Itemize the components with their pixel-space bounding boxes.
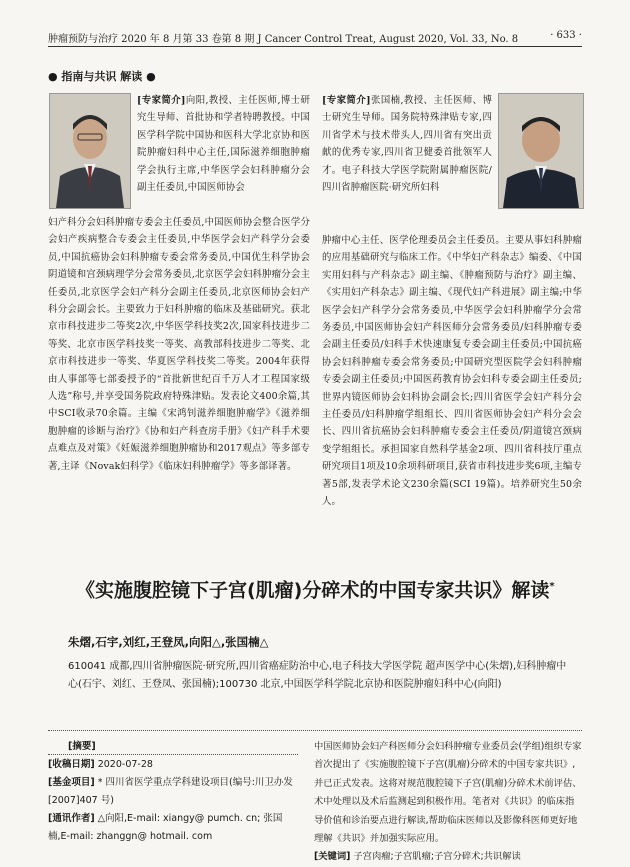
meta-divider [48, 754, 298, 755]
bio-left-intro [137, 92, 310, 196]
page-number: · 633 · [550, 30, 582, 41]
received-value: 2020-07-28 [97, 759, 153, 770]
bio-right-intro [322, 92, 492, 196]
corr-label: [通讯作者] [48, 813, 95, 824]
bio-right-intro-text: 张国楠,教授、主任医师、博士研究生导师。国务院特殊津贴专家,四川省学术与技术带头人,四川省有突出贡献的优秀专家,四川省卫健委首批领军人才。电子科技大学医学院附属肿瘤医院/四川省肿瘤医院·研究所妇科 [322, 95, 492, 194]
corr-value: △向阳,E-mail: xiangy@ pumch. cn; 张国楠,E-mail: zhanggn@ hotmail. com [48, 813, 283, 842]
fund-row [48, 774, 298, 810]
article-title [76, 572, 566, 605]
portrait-image-icon [499, 94, 583, 208]
bio-left-intro-text: 向阳,教授、主任医师,博士研究生导师、首批协和学者特聘教授。中国医学科学院中国协和医科大学北京协和医院肿瘤妇科中心主任,国际滋养细胞肿瘤学会执行主席,中华医学会妇科肿瘤分会副主任委员,中国医师协会 [137, 95, 311, 194]
section-label: ● 指南与共识 解读 ● [48, 70, 156, 83]
divider-dotted [48, 730, 582, 731]
header-rule [48, 46, 582, 47]
bio-right-body-text: 肿瘤中心主任、医学伦理委员会主任委员。主要从事妇科肿瘤的应用基础研究与临床工作。《中华妇产科杂志》编委、《中国实用妇科与产科杂志》副主编、《肿瘤预防与治疗》副主编、《实用妇产科杂志》副主编、《现代妇产科进展》副主编;中华医学会妇产科学分会常务委员,中华医学会妇科肿瘤学分会常务委员,中国医师协会妇产科医师分会常务委员/妇科肿瘤专委会副主任委员/妇科手术快速康复专委会副主任委员;中国抗癌协会妇科肿瘤专委会常务委员;中国研究型医院学会妇科肿瘤专委会副主任委员;中国医药教育协会妇科专委会副主任委员;世界内镜医师协会妇科协会副会长;四川省医学会妇产科分会主任委员/妇科肿瘤学组组长、四川省医师协会妇产科分会会长、四川省抗癌协会妇科肿瘤专委会主任委员/阴道镜宫颈病变学组组长。承担国家自然科学基金2项、四川省科技厅重点研究项目1项及10余项科研项目,获省市科技进步奖6项,主编专著5部,发表学术论文230余篇(SCI 19篇)。培养研究生50余人。 [322, 235, 582, 508]
affiliation: 610041 成都,四川省肿瘤医院·研究所,四川省癌症防治中心,电子科技大学医学院 超声医学中心(朱熠),妇科肿瘤中心(石宇、刘红、王登凤、张国楠);100730 北京,中国医学科学院北京协和医院肿瘤妇科中心(向阳) [68, 661, 567, 690]
article-title-text: 《实施腹腔镜下子宫(肌瘤)分碎术的中国专家共识》解读 [76, 579, 550, 602]
author-list: 朱熠,石宇,刘红,王登凤,向阳△,张国楠△ [68, 635, 269, 649]
received-label: [收稿日期] [48, 759, 95, 770]
abstract-body [314, 738, 582, 867]
article-meta [48, 756, 298, 846]
portrait-image-icon [50, 94, 130, 208]
abstract-label: [摘要] [68, 741, 96, 752]
received-row [48, 756, 298, 774]
portrait-xiang-yang [49, 93, 131, 209]
keywords-label: [关键词] [314, 851, 351, 863]
bio-left-body [48, 214, 310, 475]
title-footnote-mark: * [549, 581, 555, 592]
portrait-zhang-guonan [498, 93, 584, 209]
fund-label: [基金项目] [48, 777, 95, 788]
corresponding-row [48, 810, 298, 846]
bio-left-label: [专家简介] [137, 95, 186, 106]
bio-right-label: [专家简介] [322, 95, 371, 106]
bio-left-body-text: 妇产科分会妇科肿瘤专委会主任委员,中国医师协会整合医学分会妇产疾病整合专委会主任委员,中华医学会妇产科学分会委员,中国抗癌协会妇科肿瘤专委会常务委员,中国优生科学协会阴道镜和宫颈病理学分会常务委员,北京医学会妇科肿瘤分会主任委员,北京医学会妇产科分会副主任委员,北京医师协会妇产科分会副会长。主要致力于妇科肿瘤的临床及基础研究。获北京市科技进步二等奖2次,中华医学科技奖2次,国家科技进步二等奖、北京市医学科技奖一等奖、高教部科技进步二等奖、北京市科技进步一等奖、华夏医学科技奖二等奖。2004年获得由人事部等七部委授予的“首批新世纪百千万人才工程国家级人选”称号,并享受国务院政府特殊津贴。发表论文400余篇,其中SCI收录70余篇。主编《宋鸿钊滋养细胞肿瘤学》《滋养细胞肿瘤的诊断与治疗》《协和妇产科查房手册》《妇产科手术要点难点及对策》《妊娠滋养细胞肿瘤协和2017观点》等多部专著,主译《Novak妇科学》《临床妇科肿瘤学》等多部译著。 [48, 217, 310, 472]
keywords-row [314, 848, 582, 866]
journal-header: 肿瘤预防与治疗 2020 年 8 月第 33 卷第 8 期 J Cancer Control Treat, August 2020, Vol. 33, No. 8 [48, 34, 519, 45]
fund-value: * 四川省医学重点学科建设项目(编号:川卫办发[2007]407 号) [48, 777, 293, 806]
keywords-text: 子宫肉瘤;子宫肌瘤;子宫分碎术;共识解读 [353, 851, 521, 863]
abstract-text: 中国医师协会妇产科医师分会妇科肿瘤专业委员会(学组)组织专家首次提出了《实施腹腔镜下子宫(肌瘤)分碎术的中国专家共识》,并已正式发表。这将对规范腹腔镜下子宫(肌瘤)分碎术术前评估、术中处理以及术后监测起到积极作用。笔者对《共识》的临床指导价值和诊治要点进行解读,帮助临床医师以及影像科医师更好地理解《共识》并加强实际应用。 [314, 741, 582, 845]
running-header [48, 30, 582, 45]
bio-right-body [322, 232, 582, 511]
